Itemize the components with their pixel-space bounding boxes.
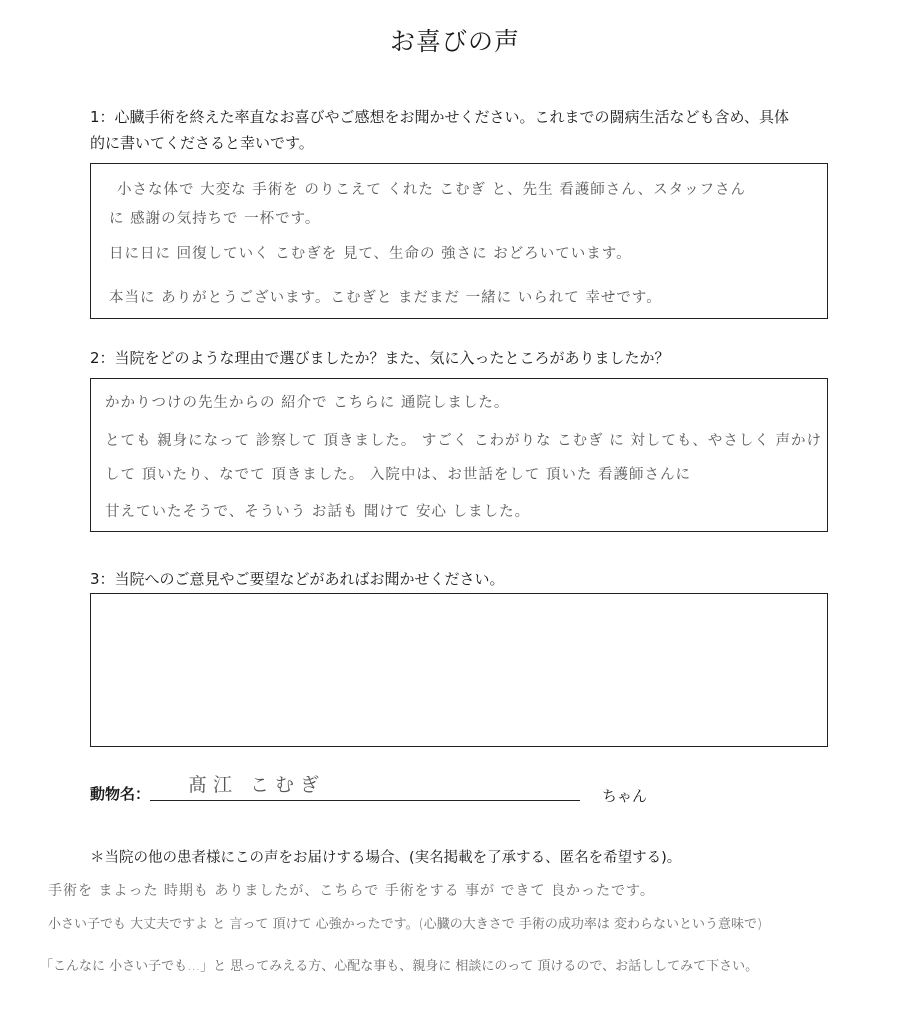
- answer-1-line-3: 日に日に 回復していく こむぎを 見て、生命の 強さに おどろいています。: [109, 246, 632, 262]
- free-comment-line-2: 小さい子でも 大丈夫ですよ と 言って 頂けて 心強かったです。(心臓の大きさで 手術の成功率は 変わらないという意味で): [48, 917, 763, 932]
- question-1-line-1: 1：心臓手術を終えた率直なお喜びやご感想をお聞かせください。これまでの闘病生活なども含め、具体: [90, 108, 789, 126]
- page-title: お喜びの声: [389, 27, 520, 56]
- pet-name-label: 動物名：: [90, 785, 151, 803]
- answer-box-1: [90, 163, 828, 319]
- pet-name-value: 髙江 こむぎ: [188, 774, 326, 796]
- answer-2-line-2: とても 親身になって 診察して 頂きました。 すごく こわがりな こむぎ に 対しても、やさしく 声かけ: [105, 433, 822, 449]
- free-comment-line-3: 「こんなに 小さい子でも…」と 思ってみえる方、心配な事も、親身に 相談にのって 頂けるので、お話ししてみて下さい。: [40, 959, 759, 974]
- answer-1-line-1: 小さな体で 大変な 手術を のりこえて くれた こむぎ と、先生 看護師さん、スタッフさん: [117, 182, 747, 198]
- question-2-prompt: 2：当院をどのような理由で選びましたか？また、気に入ったところがありましたか？: [90, 349, 670, 367]
- free-comment-line-1: 手術を まよった 時期も ありましたが、こちらで 手術をする 事が できて 良かったです。: [48, 883, 655, 899]
- question-1-prompt: [90, 104, 850, 156]
- answer-2-line-4: 甘えていたそうで、そういう お話も 聞けて 安心 しました。: [105, 504, 531, 520]
- pet-name-underline: [150, 800, 580, 801]
- answer-1-line-4: 本当に ありがとうございます。こむぎと まだまだ 一緒に いられて 幸せです。: [109, 290, 662, 306]
- answer-2-line-3: して 頂いたり、なでて 頂きました。 入院中は、お世話をして 頂いた 看護師さんに: [105, 467, 692, 483]
- consent-note: ＊当院の他の患者様にこの声をお届けする場合、(実名掲載を了承する、匿名を希望する)。: [90, 850, 682, 866]
- answer-2-line-1: かかりつけの先生からの 紹介で こちらに 通院しました。: [105, 395, 510, 411]
- pet-name-suffix: ちゃん: [602, 787, 648, 805]
- question-1-line-2: 的に書いてくださると幸いです。: [90, 134, 314, 152]
- answer-box-3: [90, 593, 828, 747]
- answer-1-line-2: に 感謝の気持ちで 一杯です。: [109, 211, 321, 227]
- answer-box-2: [90, 378, 828, 532]
- question-3-prompt: 3：当院へのご意見やご要望などがあればお聞かせください。: [90, 570, 505, 588]
